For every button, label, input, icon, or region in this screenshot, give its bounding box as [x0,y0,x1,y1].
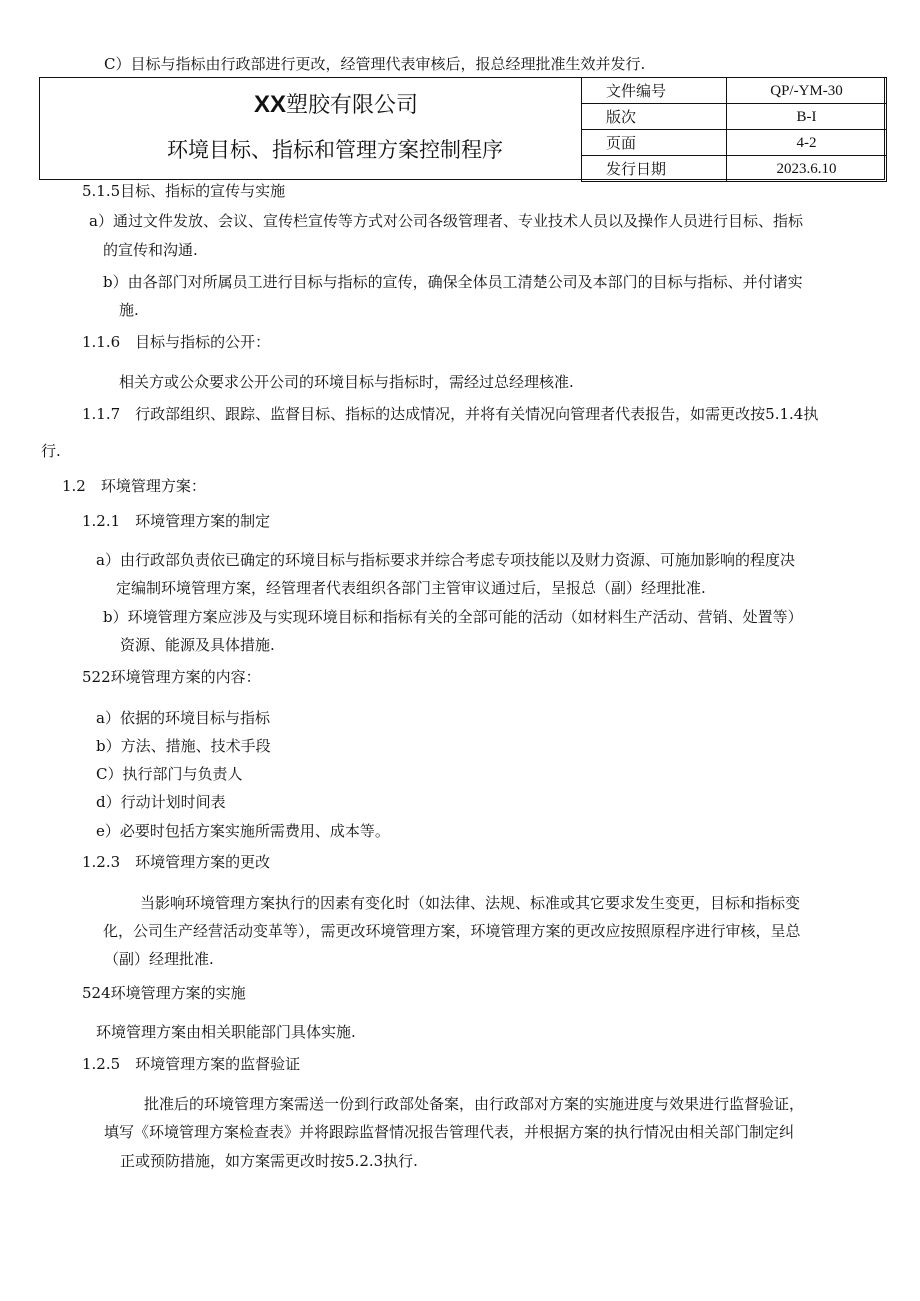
section-heading-1-1-6: 1.1.6 目标与指标的公开： [82,333,271,351]
paragraph-line: b）环境管理方案应涉及与实现环境目标和指标有关的全部可能的活动（如材料生产活动、营销、处置等） [103,608,803,626]
paragraph-line: 资源、能源及具体措施. [120,636,275,654]
paragraph-line: 行. [41,442,61,460]
list-item: C）执行部门与负责人 [96,765,243,783]
list-item: a）依据的环境目标与指标 [96,709,270,727]
section-heading-5-1-5: 5.1.5目标、指标的宣传与实施 [82,182,286,200]
paragraph-line: a）由行政部负责依已确定的环境目标与指标要求并综合考虑专项技能以及财力资源、可施加影响的程度决 [96,551,795,569]
meta-value: 2023.6.10 [727,156,887,182]
company-prefix: XX [254,91,287,118]
meta-key: 页面 [582,130,727,156]
paragraph-line: 定编制环境管理方案，经管理者代表组织各部门主管审议通过后，呈报总（副）经理批准. [116,579,706,597]
company-name [254,92,418,119]
document-meta-table [581,77,887,182]
section-heading-5-2-4: 524环境管理方案的实施 [82,984,246,1002]
meta-value: B-I [727,104,887,130]
list-item: e）必要时包括方案实施所需费用、成本等。 [96,822,390,840]
paragraph-line: 当影响环境管理方案执行的因素有变化时（如法律、法规、标准或其它要求发生变更，目标和指标变 [140,894,801,912]
paragraph-line: 化，公司生产经营活动变革等），需更改环境管理方案，环境管理方案的更改应按照原程序进行审核，呈总 [103,922,801,940]
meta-row-version [582,104,887,130]
paragraph-line: 环境管理方案由相关职能部门具体实施. [96,1023,356,1041]
paragraph-line: 施. [119,301,139,319]
document-header [39,77,885,180]
section-heading-1-2-1: 1.2.1 环境管理方案的制定 [82,512,271,530]
list-item: d）行动计划时间表 [96,793,226,811]
paragraph-line: （副）经理批准. [104,950,214,968]
section-heading-1-2: 1.2 环境管理方案： [62,477,206,495]
section-heading-1-1-7: 1.1.7 行政部组织、跟踪、监督目标、指标的达成情况，并将有关情况向管理者代表报告，如需更改按5.1.4执 [82,405,819,423]
meta-value: 4-2 [727,130,887,156]
meta-key: 文件编号 [582,78,727,104]
meta-key: 发行日期 [582,156,727,182]
meta-row-page [582,130,887,156]
paragraph-line: b）由各部门对所属员工进行目标与指标的宣传，确保全体员工清楚公司及本部门的目标与指标、并付诸实 [103,273,803,291]
paragraph-line: 的宣传和沟通. [103,241,198,259]
paragraph-line: a）通过文件发放、会议、宣传栏宣传等方式对公司各级管理者、专业技术人员以及操作人员进行目标、指标 [89,212,803,230]
meta-row-doc-number [582,78,887,104]
paragraph-line: 正或预防措施，如方案需更改时按5.2.3执行. [120,1152,418,1170]
company-name-rest: 塑胶有限公司 [286,93,419,118]
section-heading-5-2-2: 522环境管理方案的内容： [82,668,261,686]
list-item: b）方法、措施、技术手段 [96,737,271,755]
paragraph-line: 批准后的环境管理方案需送一份到行政部处备案，由行政部对方案的实施进度与效果进行监督验证， [144,1095,805,1113]
meta-key: 版次 [582,104,727,130]
section-heading-1-2-5: 1.2.5 环境管理方案的监督验证 [82,1055,301,1073]
top-note: C）目标与指标由行政部进行更改，经管理代表审核后，报总经理批准生效并发行. [104,55,646,73]
paragraph-line: 相关方或公众要求公开公司的环境目标与指标时，需经过总经理核准. [119,373,574,391]
document-title: 环境目标、指标和管理方案控制程序 [167,138,503,162]
section-heading-1-2-3: 1.2.3 环境管理方案的更改 [82,853,271,871]
paragraph-line: 填写《环境管理方案检查表》并将跟踪监督情况报告管理代表，并根据方案的执行情况由相关部门制定纠 [104,1123,795,1141]
meta-row-issue-date [582,156,887,182]
meta-value: QP/-YM-30 [727,78,887,104]
